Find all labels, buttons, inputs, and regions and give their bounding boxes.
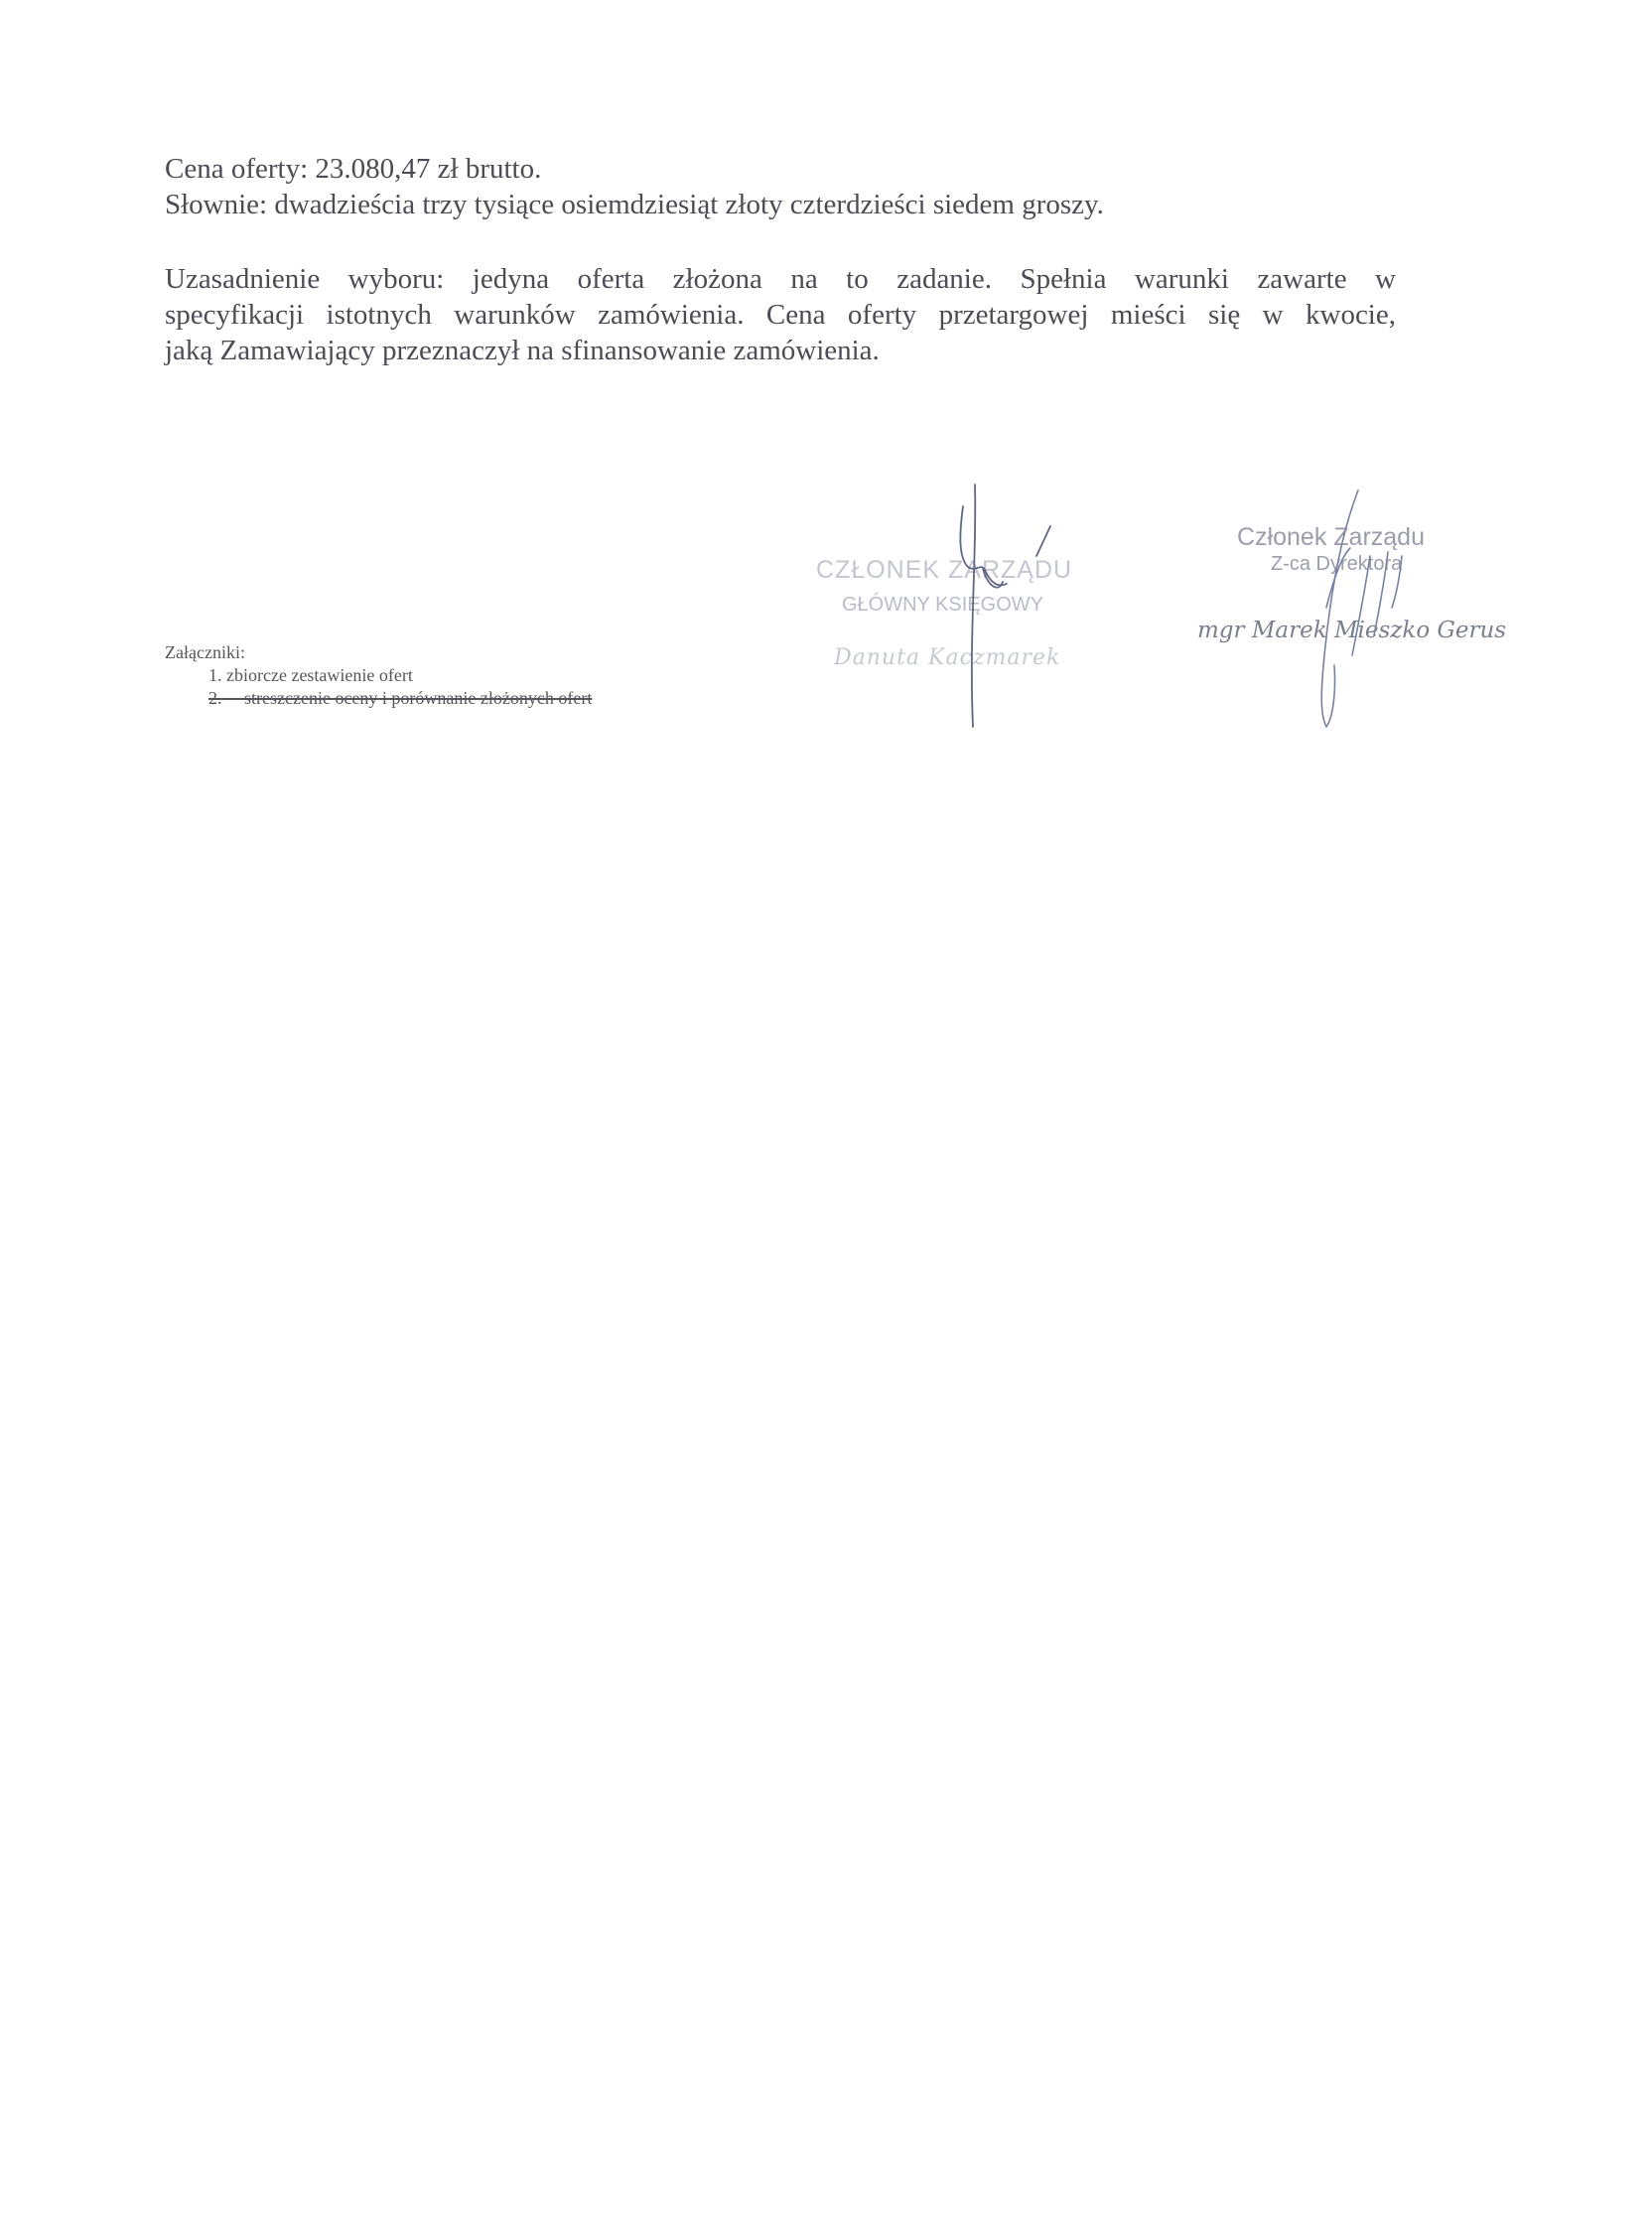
stamp-left-subtitle: GŁÓWNY KSIĘGOWY xyxy=(842,594,1043,616)
justification-line-2: specyfikacji istotnych warunków zamówienia. Cena oferty przetargowej mieści się w kwocie, xyxy=(165,299,1396,331)
offer-price-words-line: Słownie: dwadzieścia trzy tysiące osiemdziesiąt złoty czterdzieści siedem groszy. xyxy=(165,189,1104,220)
stamp-right-subtitle: Z-ca Dyrektora xyxy=(1271,553,1403,575)
attachment-item-1: 1. zbiorcze zestawienie ofert xyxy=(208,665,413,685)
attachment-item-2: 2. streszczenie oceny i porównanie złożonych ofert xyxy=(208,688,593,708)
stamp-left-title: CZŁONEK ZARZĄDU xyxy=(816,556,1073,584)
offer-price-line: Cena oferty: 23.080,47 zł brutto. xyxy=(165,153,542,185)
stamp-right-name: mgr Marek Mieszko Gerus xyxy=(1197,618,1507,643)
signature-right xyxy=(1321,490,1402,727)
justification-line-1: Uzasadnienie wyboru: jedyna oferta złożona na to zadanie. Spełnia warunki zawarte w xyxy=(165,263,1396,295)
stamp-right-title: Członek Zarządu xyxy=(1237,523,1425,551)
signature-left xyxy=(960,485,1050,727)
stamp-left-name: Danuta Kaczmarek xyxy=(834,645,1061,670)
justification-line-3: jaką Zamawiający przeznaczył na sfinansowanie zamówienia. xyxy=(165,335,880,366)
attachments-heading: Załączniki: xyxy=(165,642,245,662)
